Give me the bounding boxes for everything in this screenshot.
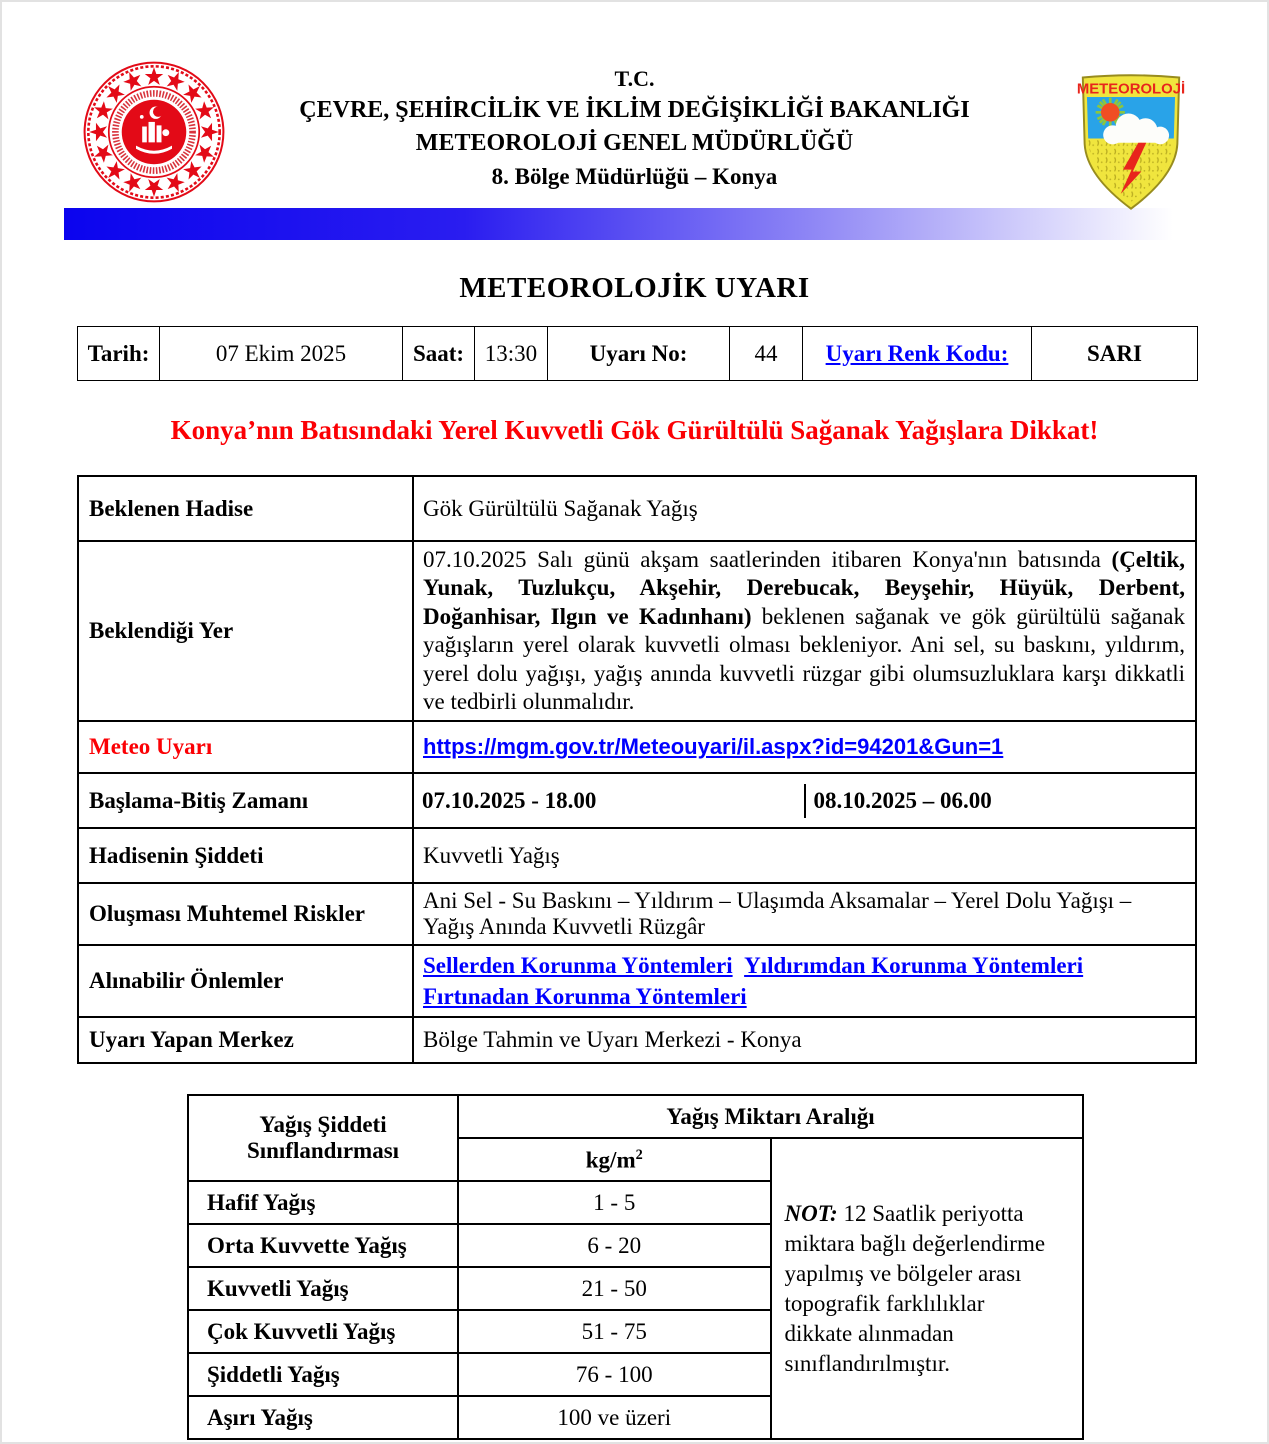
baslama-bitis-label: Başlama-Bitiş Zamanı — [78, 773, 413, 828]
link-yildirimdan-korunma[interactable]: Yıldırımdan Korunma Yöntemleri — [744, 953, 1084, 979]
shield-logo-text: METEOROLOJİ — [1076, 81, 1186, 98]
meteorology-shield-icon — [1070, 68, 1192, 220]
hadise-siddeti-value: Kuvvetli Yağış — [413, 828, 1196, 883]
uyari-no-value: 44 — [730, 327, 803, 381]
onlemler-links — [413, 945, 1196, 1017]
note-cell — [771, 1138, 1084, 1439]
note-text: 12 Saatlik periyotta miktara bağlı değerlendirme yapılmış ve bölgeler arası topografik farklılıklar dikkate alınmadan sınıflandırılmıştır. — [784, 1200, 1046, 1376]
header-divider-bar — [64, 208, 1207, 240]
link-sellerden-korunma[interactable]: Sellerden Korunma Yöntemleri — [423, 953, 733, 979]
header-region: 8. Bölge Müdürlüğü – Konya — [491, 163, 778, 189]
beklendigi-yer-value — [413, 541, 1196, 721]
class-label: Şiddetli Yağış — [188, 1353, 458, 1396]
renk-kodu-link[interactable]: Uyarı Renk Kodu: — [803, 327, 1032, 381]
beklenen-hadise-value: Gök Gürültülü Sağanak Yağış — [413, 476, 1196, 541]
class-label: Orta Kuvvette Yağış — [188, 1224, 458, 1267]
class-range: 76 - 100 — [458, 1353, 771, 1396]
class-range: 1 - 5 — [458, 1181, 771, 1224]
saat-value: 13:30 — [475, 327, 548, 381]
yer-text-1: 07.10.2025 Salı günü akşam saatlerinden itibaren Konya'nın batısında — [423, 547, 1112, 572]
merkez-label: Uyarı Yapan Merkez — [78, 1017, 413, 1063]
tarih-value: 07 Ekim 2025 — [160, 327, 403, 381]
class-label: Çok Kuvvetli Yağış — [188, 1310, 458, 1353]
document-header — [2, 2, 1267, 242]
class-range: 21 - 50 — [458, 1267, 771, 1310]
header-ministry: ÇEVRE, ŞEHİRCİLİK VE İKLİM DEĞİŞİKLİĞİ BAKANLIĞI — [299, 97, 970, 124]
class-label: Aşırı Yağış — [188, 1396, 458, 1439]
class-range: 6 - 20 — [458, 1224, 771, 1267]
bitis-value: 08.10.2025 – 06.00 — [804, 784, 1196, 818]
hadise-siddeti-label: Hadisenin Şiddeti — [78, 828, 413, 883]
yer-districts: (Çeltik, Yunak, Tuzlukçu, Akşehir, Derebucak, Beyşehir, Hüyük, Derbent, Doğanhisar, Ilgın ve Kadınhanı) — [423, 547, 1185, 629]
yer-text-2: beklenen sağanak ve gök gürültülü sağanak yağışların yerel olarak kuvvetli olması bekleniyor. Ani sel, su baskını, yıldırım, yerel dolu yağışı, yağış anında kuvvetli rüzgar gibi olumsuzluklara karşı dikkatli ve tedbirli olunmalıdır. — [423, 603, 1185, 715]
baslama-value: 07.10.2025 - 18.00 — [422, 787, 597, 813]
note-label: NOT: — [784, 1200, 838, 1226]
renk-kodu-value: SARI — [1032, 327, 1198, 381]
header-tc: T.C. — [614, 66, 655, 91]
amount-range-header: Yağış Miktarı Aralığı — [458, 1095, 1083, 1138]
tarih-label: Tarih: — [78, 327, 160, 381]
link-firtinadan-korunma[interactable]: Fırtınadan Korunma Yöntemleri — [423, 984, 747, 1010]
class-label: Hafif Yağış — [188, 1181, 458, 1224]
class-label: Kuvvetli Yağış — [188, 1267, 458, 1310]
meteo-uyari-url[interactable]: https://mgm.gov.tr/Meteouyari/il.aspx?id=94201&Gun=1 — [423, 734, 1004, 760]
info-bar-table — [77, 326, 1198, 381]
uyari-no-label: Uyarı No: — [548, 327, 730, 381]
warning-details-table — [77, 475, 1197, 1064]
unit-header: $kg/m^2$ — [458, 1138, 771, 1181]
warning-headline: Konya’nın Batısındaki Yerel Kuvvetli Gök Gürültülü Sağanak Yağışlara Dikkat! — [170, 415, 1099, 445]
saat-label: Saat: — [403, 327, 475, 381]
beklenen-hadise-label: Beklenen Hadise — [78, 476, 413, 541]
riskler-value: Ani Sel - Su Baskını – Yıldırım – Ulaşımda Aksamalar – Yerel Dolu Yağışı – Yağış Anında Kuvvetli Rüzgâr — [413, 883, 1196, 945]
merkez-value: Bölge Tahmin ve Uyarı Merkezi - Konya — [413, 1017, 1196, 1063]
class-range: 51 - 75 — [458, 1310, 771, 1353]
rain-classification-table — [187, 1094, 1084, 1440]
meteo-uyari-label: Meteo Uyarı — [78, 721, 413, 773]
riskler-label: Oluşması Muhtemel Riskler — [78, 883, 413, 945]
page-title: METEOROLOJİK UYARI — [459, 272, 810, 304]
onlemler-label: Alınabilir Önlemler — [78, 945, 413, 1017]
class-range: 100 ve üzeri — [458, 1396, 771, 1439]
beklendigi-yer-label: Beklendiği Yer — [78, 541, 413, 721]
header-directorate: METEOROLOJİ GENEL MÜDÜRLÜĞÜ — [415, 130, 854, 157]
classification-col-header: Yağış Şiddeti Sınıflandırması — [188, 1095, 458, 1181]
